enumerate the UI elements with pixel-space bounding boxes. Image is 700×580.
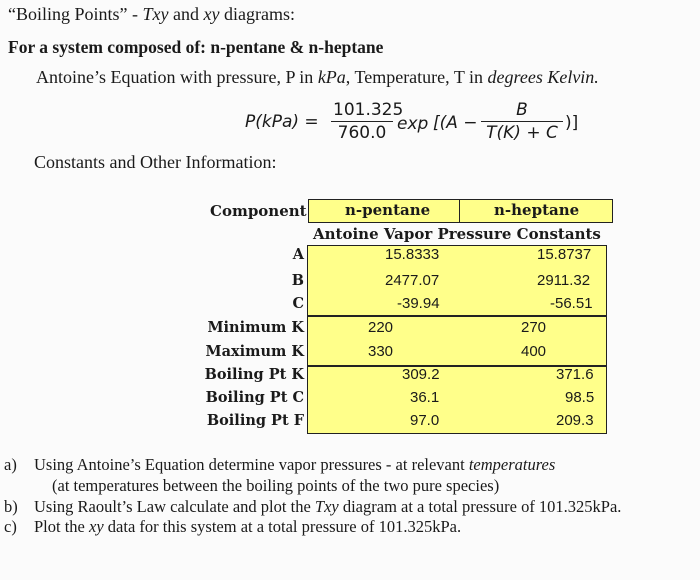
fraction-numerator: 101.325: [333, 100, 404, 120]
row-label-bp-k: Boiling Pt K: [204, 366, 304, 383]
heptane-min-k: 270: [521, 319, 547, 336]
question-c-pre: Plot the: [34, 517, 90, 536]
constants-heading: Constants and Other Information:: [34, 152, 277, 172]
b-numerator: B: [481, 100, 563, 122]
title-txy: Txy: [142, 4, 169, 24]
antoine-description: [36, 67, 599, 88]
question-c-emphasis: xy: [89, 517, 104, 536]
pressure-fraction: [331, 100, 404, 143]
question-b-post: diagram at a total pressure of 101.325kPa.: [338, 497, 622, 516]
table-subheader: Antoine Vapor Pressure Constants: [313, 225, 601, 243]
row-label-min-k: Minimum K: [207, 319, 304, 336]
antoine-kpa: kPa: [317, 67, 346, 87]
equation-open: [(A −: [433, 113, 478, 133]
title-prefix: “Boiling Points” -: [8, 4, 143, 24]
heptane-b: 2911.32: [537, 272, 591, 289]
question-b: [34, 497, 621, 517]
heptane-bp-c: 98.5: [565, 389, 595, 406]
row-label-bp-f: Boiling Pt F: [206, 412, 304, 429]
pentane-bp-c: 36.1: [410, 389, 440, 406]
antoine-units: degrees Kelvin.: [487, 67, 599, 87]
question-b-emphasis: Txy: [314, 497, 339, 516]
question-c-label: c): [4, 517, 17, 536]
heptane-c: -56.51: [550, 295, 593, 312]
equation-close: )]: [565, 113, 579, 133]
row-label-b: B: [291, 272, 304, 289]
question-a-label: a): [4, 455, 17, 474]
title-xy: xy: [203, 4, 220, 24]
question-c: [34, 517, 461, 537]
system-subtitle: For a system composed of: n-pentane & n-heptane: [8, 37, 384, 57]
title-suffix: diagrams:: [219, 4, 295, 24]
question-a-line2: (at temperatures between the boiling points of the two pure species): [52, 476, 500, 495]
row-label-c: C: [292, 295, 304, 312]
antoine-equation: [245, 100, 605, 156]
b-denominator: T(K) + C: [486, 123, 558, 143]
question-b-pre: Using Raoult’s Law calculate and plot the: [34, 497, 315, 516]
fraction-denominator: 760.0: [337, 123, 387, 143]
pentane-max-k: 330: [368, 343, 394, 360]
heptane-bp-k: 371.6: [556, 366, 594, 383]
antoine-mid: , Temperature, T in: [345, 67, 488, 87]
document-title: [8, 4, 295, 25]
pentane-bp-k: 309.2: [402, 366, 440, 383]
question-c-post: data for this system at a total pressure of 101.325kPa.: [103, 517, 462, 536]
heptane-bp-f: 209.3: [556, 412, 594, 429]
question-a-line1: [34, 455, 555, 475]
pentane-c: -39.94: [397, 295, 440, 312]
row-label-a: A: [292, 246, 304, 263]
row-label-bp-c: Boiling Pt C: [205, 389, 304, 406]
heptane-header: n-heptane: [494, 201, 580, 219]
pentane-bp-f: 97.0: [410, 412, 440, 429]
equation-lhs: P(kPa) =: [245, 112, 319, 132]
pentane-min-k: 220: [368, 319, 394, 336]
antoine-pre: Antoine’s Equation with pressure, P in: [36, 67, 318, 87]
pentane-a: 15.8333: [385, 246, 440, 263]
question-b-label: b): [4, 497, 18, 516]
exp-function: exp: [397, 114, 429, 134]
heptane-max-k: 400: [521, 343, 547, 360]
question-a-text: Using Antoine’s Equation determine vapor pressures - at relevant: [34, 455, 469, 474]
component-label: Component: [210, 202, 307, 220]
temperature-range-block: [307, 316, 607, 366]
question-a-emphasis: temperatures: [468, 455, 556, 474]
pentane-header: n-pentane: [345, 201, 431, 219]
b-fraction: [481, 100, 563, 143]
pentane-b: 2477.07: [385, 272, 440, 289]
heptane-a: 15.8737: [537, 246, 592, 263]
row-label-max-k: Maximum K: [205, 343, 304, 360]
title-and: and: [168, 4, 204, 24]
